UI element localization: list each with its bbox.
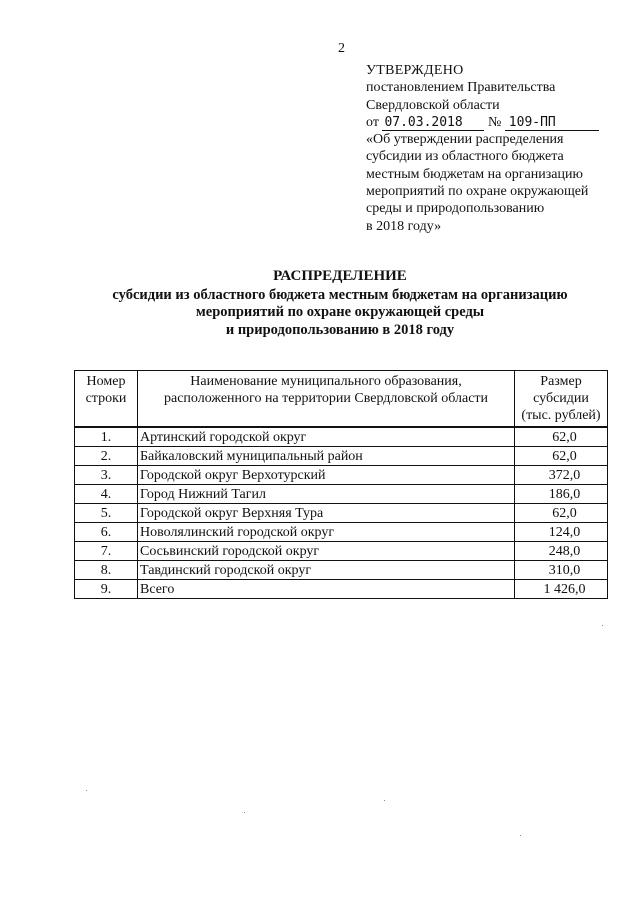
row-number: 3.: [75, 466, 138, 485]
approval-title-line: в 2018 году»: [366, 218, 442, 234]
subsidy-value: 62,0: [515, 504, 608, 523]
municipality-name: Новолялинский городской округ: [138, 523, 515, 542]
document-title-main: РАСПРЕДЕЛЕНИЕ: [273, 268, 407, 284]
scan-speck: [244, 812, 245, 813]
municipality-name: Городской округ Верхняя Тура: [138, 504, 515, 523]
scan-speck: [384, 800, 385, 801]
row-number: 5.: [75, 504, 138, 523]
approval-title-line: среды и природопользованию: [366, 201, 545, 217]
header-text: строки: [85, 391, 127, 406]
subsidy-value: 310,0: [515, 561, 608, 580]
document-title-line: мероприятий по охране окружающей среды: [195, 304, 485, 320]
header-text: субсидии: [533, 391, 589, 406]
table-row: [75, 485, 608, 504]
subsidy-value: 372,0: [515, 466, 608, 485]
header-text: расположенного на территории Свердловской области: [163, 391, 489, 406]
header-subsidy-amount: [515, 371, 608, 428]
number-prefix: №: [487, 114, 502, 130]
approval-title-line: местным бюджетам на организацию: [366, 166, 583, 182]
table-row: [75, 427, 608, 447]
subsidy-value: 124,0: [515, 523, 608, 542]
municipality-name: Город Нижний Тагил: [138, 485, 515, 504]
header-text: Размер: [540, 374, 582, 389]
municipality-name: Городской округ Верхотурский: [138, 466, 515, 485]
table-row: [75, 523, 608, 542]
header-text: Наименование муниципального образования,: [190, 374, 462, 389]
approval-stamp: [366, 62, 616, 235]
approval-heading: УТВЕРЖДЕНО: [366, 63, 464, 78]
approval-date-line: [366, 114, 616, 131]
document-title-line: и природопользованию в 2018 году: [225, 321, 455, 338]
document-title-line: субсидии из областного бюджета местным бюджетам на организацию: [112, 286, 568, 303]
page-number: 2: [338, 41, 345, 56]
approval-title-line: субсидии из областного бюджета: [366, 149, 564, 165]
header-text: Номер: [86, 374, 126, 389]
municipality-name: Байкаловский муниципальный район: [138, 447, 515, 466]
table-header-row: [75, 371, 608, 428]
approval-title-line: мероприятий по охране окружающей: [366, 184, 589, 200]
date-prefix: от: [366, 114, 379, 130]
subsidy-value: 186,0: [515, 485, 608, 504]
subsidy-value: 62,0: [515, 447, 608, 466]
table-row: [75, 504, 608, 523]
header-municipality: [138, 371, 515, 428]
header-row-number: [75, 371, 138, 428]
row-number: 4.: [75, 485, 138, 504]
subsidy-value: 248,0: [515, 542, 608, 561]
approval-line-2: Свердловской области: [366, 97, 500, 113]
table-row: [75, 466, 608, 485]
row-number: 9.: [75, 580, 138, 599]
table-row: [75, 561, 608, 580]
row-number: 8.: [75, 561, 138, 580]
scan-speck: [520, 835, 521, 836]
municipality-name: Тавдинский городской округ: [138, 561, 515, 580]
approval-date: 07.03.2018: [382, 115, 484, 131]
distribution-table: [74, 370, 608, 599]
header-text: (тыс. рублей): [521, 408, 601, 423]
approval-line-1: постановлением Правительства: [366, 80, 556, 96]
row-number: 1.: [75, 427, 138, 447]
municipality-name: Всего: [138, 580, 515, 599]
table-row: [75, 447, 608, 466]
scan-speck: [86, 790, 87, 791]
approval-title-line: «Об утверждении распределения: [366, 132, 564, 148]
table-row-total: [75, 580, 608, 599]
subsidy-value: 1 426,0: [515, 580, 608, 599]
municipality-name: Артинский городской округ: [138, 427, 515, 447]
table-row: [75, 542, 608, 561]
row-number: 6.: [75, 523, 138, 542]
municipality-name: Сосьвинский городской округ: [138, 542, 515, 561]
approval-number: 109-ПП: [505, 115, 599, 131]
subsidy-value: 62,0: [515, 427, 608, 447]
row-number: 2.: [75, 447, 138, 466]
scan-speck: [602, 625, 603, 626]
row-number: 7.: [75, 542, 138, 561]
document-title: [60, 268, 620, 339]
